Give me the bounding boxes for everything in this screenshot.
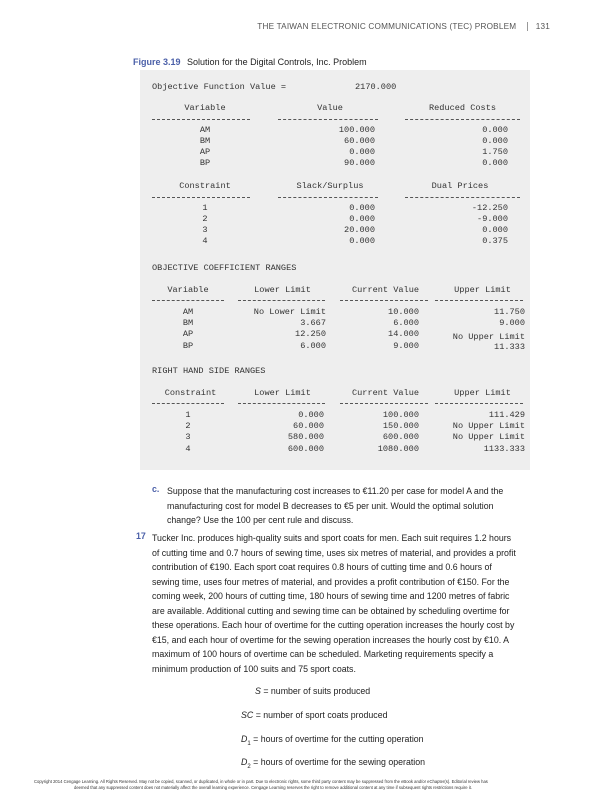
table-cell: 60.000	[293, 421, 324, 431]
table-cell: 100.000	[382, 410, 419, 420]
symbol: D	[241, 734, 248, 744]
text-line: manufacturing cost for model B decreases to €5 per unit. Would the optimal solution	[167, 500, 494, 511]
symbol: D	[241, 757, 248, 767]
rhs-col-header: Lower Limit	[254, 388, 311, 398]
table-cell: 2	[202, 214, 208, 224]
table-cell: AM	[182, 307, 194, 317]
text-line: Tucker Inc. produces high-quality suits and sport coats for men. Each suit requires 1.2 hours	[152, 533, 512, 543]
table-cell: No Upper Limit	[452, 421, 525, 431]
table-cell: 11.333	[494, 342, 525, 352]
table-cell: 0.000	[298, 410, 324, 420]
objective-value: 2170.000	[355, 82, 397, 92]
table-cell: 6.000	[300, 341, 326, 351]
table-cell: 1.750	[482, 147, 508, 157]
constraint-col-header: Constraint	[179, 181, 231, 191]
table-cell: 100.000	[338, 125, 375, 135]
table-cell: 0.000	[349, 147, 375, 157]
table-cell: No Lower Limit	[253, 307, 326, 317]
solver-output	[140, 70, 530, 470]
obj-col-header: Upper Limit	[454, 285, 511, 295]
text-line: minimum production of 100 suits and 75 sport coats.	[152, 663, 356, 674]
divider	[238, 300, 325, 301]
table-cell: 10.000	[388, 307, 419, 317]
table-cell: 0.000	[482, 158, 508, 168]
table-cell: AM	[199, 125, 211, 135]
definition-sc	[241, 710, 387, 720]
table-cell: BP	[182, 341, 194, 351]
text-line: these operations. Each hour of overtime for the cutting operation increases the hourly cost by	[152, 620, 515, 630]
divider	[340, 300, 428, 301]
footer-line: deemed that any suppressed content does not materially affect the overall learning experience. Cengage Learning reserves the right to remove additional content at any time if subsequent rights restrictions require it.	[74, 785, 472, 790]
problem-number: 17	[136, 531, 146, 541]
table-cell: 14.000	[388, 329, 419, 339]
table-cell: 111.429	[488, 410, 525, 420]
text-line: Suppose that the manufacturing cost increases to €11.20 per case for model A and the	[167, 486, 504, 496]
table-cell: 20.000	[344, 225, 375, 235]
running-head	[257, 22, 550, 31]
table-cell: BM	[199, 136, 211, 146]
text-line: change? Use the 100 per cent rule and discuss.	[167, 515, 354, 525]
table-cell: 1	[202, 203, 208, 213]
figure-label: Figure 3.19	[133, 57, 181, 67]
divider	[278, 197, 378, 198]
divider	[340, 403, 428, 404]
slack-col-header: Slack/Surplus	[296, 181, 364, 191]
symbol: SC	[241, 710, 254, 720]
table-cell: 150.000	[382, 421, 419, 431]
subscript: 1	[247, 740, 251, 747]
obj-col-header: Current Value	[351, 285, 420, 295]
question-c-text	[167, 484, 567, 528]
copyright-footer	[34, 779, 569, 791]
table-cell: 3.667	[300, 318, 326, 328]
page-number: 131	[527, 22, 550, 31]
definition-s	[255, 686, 370, 696]
table-cell: 2	[185, 421, 191, 431]
question-c-marker: c.	[152, 484, 160, 494]
table-cell: 11.750	[494, 307, 525, 317]
divider	[405, 119, 520, 120]
text-line: sewing time, uses four metres of material, and provides a profit contribution of €150. For the	[152, 576, 510, 587]
table-cell: 600.000	[287, 444, 324, 454]
rhs-col-header: Constraint	[164, 388, 217, 398]
text-line: €15, and each hour of overtime for the sewing operation increases the hourly cost by €10. A	[152, 634, 509, 645]
obj-col-header: Variable	[167, 285, 209, 295]
table-cell: 3	[185, 432, 191, 442]
definition-text: = number of suits produced	[263, 686, 371, 696]
figure-title: Solution for the Digital Controls, Inc. Problem	[187, 57, 367, 67]
problem-17-text	[152, 531, 572, 676]
table-cell: AP	[182, 329, 194, 339]
rhs-ranges-title: RIGHT HAND SIDE RANGES	[152, 366, 266, 376]
definition-text: = hours of overtime for the sewing operation	[253, 757, 426, 767]
table-cell: 9.000	[393, 341, 419, 351]
rhs-col-header: Upper Limit	[454, 388, 511, 398]
table-cell: 60.000	[344, 136, 375, 146]
table-cell: 9.000	[499, 318, 525, 328]
table-cell: 1080.000	[377, 444, 419, 454]
objective-label: Objective Function Value =	[152, 82, 287, 92]
table-cell: 90.000	[344, 158, 375, 168]
footer-line: Copyright 2014 Cengage Learning. All Rights Reserved. May not be copied, scanned, or duplicated, in whole or in part. Due to electronic rights, some third party content may be suppressed from the eBook and/or eChapter(s). Editorial review has	[34, 779, 488, 784]
table-cell: 0.000	[349, 214, 375, 224]
obj-col-header: Lower Limit	[254, 285, 311, 295]
divider	[278, 119, 378, 120]
table-cell: 6.000	[393, 318, 419, 328]
table-cell: 0.375	[482, 236, 508, 246]
table-cell: 580.000	[287, 432, 324, 442]
text-line: of cutting time and 0.7 hours of sewing time, uses six metres of material, and provides a profit	[152, 547, 516, 558]
divider	[152, 119, 250, 120]
text-line: are available. Additional cutting and sewing time can be obtained by scheduling overtime for	[152, 605, 510, 616]
table-cell: 0.000	[482, 136, 508, 146]
divider	[152, 197, 250, 198]
symbol: S	[255, 686, 261, 696]
var-col-header: Variable	[184, 103, 226, 113]
divider	[152, 300, 224, 301]
text-line: maximum of 100 hours of overtime can be scheduled. Marketing requirements specify a	[152, 649, 494, 659]
divider	[405, 197, 520, 198]
reduced-cost-col-header: Reduced Costs	[428, 103, 497, 113]
table-cell: 12.250	[295, 329, 326, 339]
table-cell: 1	[185, 410, 191, 420]
table-cell: 0.000	[349, 236, 375, 246]
subscript: 2	[247, 763, 251, 770]
figure-caption	[133, 57, 367, 67]
definition-text: = hours of overtime for the cutting operation	[253, 734, 424, 744]
definition-d2	[241, 757, 425, 770]
table-cell: -12.250	[471, 203, 508, 213]
table-cell: 600.000	[382, 432, 419, 442]
divider	[435, 403, 523, 404]
definition-text: = number of sport coats produced	[255, 710, 388, 720]
text-line: contribution of €190. Each sport coat requires 0.8 hours of cutting time and 0.6 hours of	[152, 562, 492, 572]
divider	[435, 300, 523, 301]
text-line: coming week, 200 hours of cutting time, 180 hours of sewing time and 1200 metres of fabric	[152, 591, 510, 601]
dual-col-header: Dual Prices	[431, 181, 489, 191]
table-cell: 4	[185, 444, 191, 454]
table-cell: No Upper Limit	[452, 432, 525, 442]
table-cell: BP	[199, 158, 211, 168]
table-cell: 3	[202, 225, 208, 235]
table-cell: 0.000	[482, 225, 508, 235]
divider	[152, 403, 224, 404]
table-cell: 1133.333	[483, 444, 525, 454]
table-cell: 0.000	[349, 203, 375, 213]
definition-d1	[241, 734, 424, 747]
value-col-header: Value	[317, 103, 343, 113]
table-cell: BM	[182, 318, 194, 328]
table-cell: AP	[199, 147, 211, 157]
table-cell: No Upper Limit	[452, 332, 525, 342]
table-cell: -9.000	[477, 214, 508, 224]
obj-ranges-title: OBJECTIVE COEFFICIENT RANGES	[152, 263, 297, 273]
divider	[238, 403, 325, 404]
table-cell: 4	[202, 236, 208, 246]
table-cell: 0.000	[482, 125, 508, 135]
rhs-col-header: Current Value	[351, 388, 420, 398]
running-title: THE TAIWAN ELECTRONIC COMMUNICATIONS (TEC) PROBLEM	[257, 22, 517, 31]
